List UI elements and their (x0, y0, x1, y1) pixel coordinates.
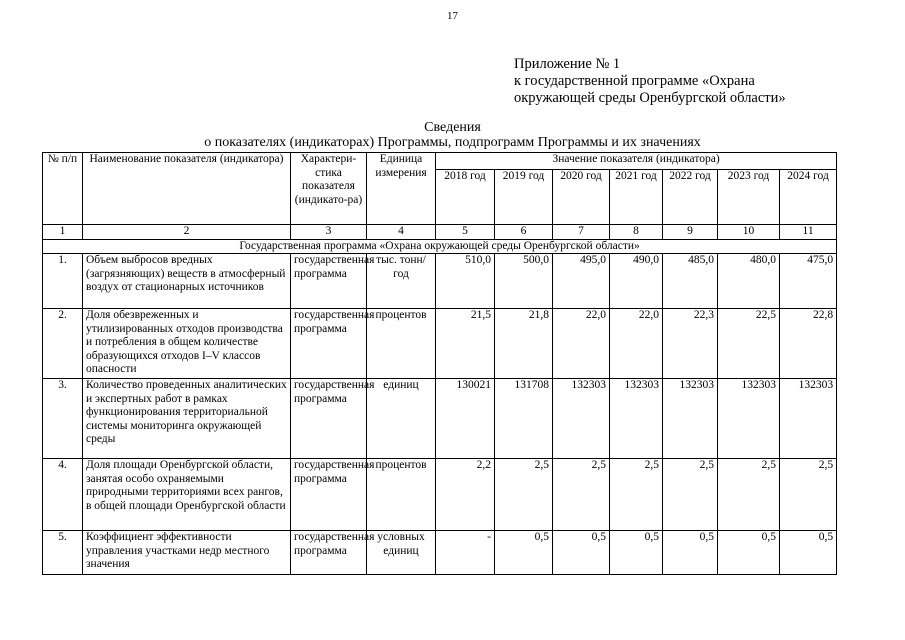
header-year: 2018 год (436, 170, 495, 225)
value-cell: 490,0 (610, 254, 663, 309)
value-cell: 500,0 (495, 254, 553, 309)
table-row (43, 531, 837, 575)
indicator-name: Коэффициент эффективности управления участками недр местного значения (83, 531, 291, 575)
title-line-1: Сведения (424, 120, 481, 135)
row-number: 2. (43, 309, 83, 379)
header-year: 2021 год (610, 170, 663, 225)
table-row (43, 379, 837, 459)
value-cell: 132303 (718, 379, 780, 459)
value-cell: 475,0 (780, 254, 837, 309)
row-number: 3. (43, 379, 83, 459)
column-number: 8 (610, 225, 663, 240)
appendix-line-1: Приложение № 1 (514, 56, 621, 72)
appendix-note (514, 56, 786, 107)
indicator-unit: единиц (367, 379, 436, 459)
column-number: 10 (718, 225, 780, 240)
value-cell: 495,0 (553, 254, 610, 309)
indicator-name: Доля обезвреженных и утилизированных отходов производства и потребления в общем количестве образующихся отходов I–V классов опасности (83, 309, 291, 379)
indicator-unit: процентов (367, 309, 436, 379)
column-number: 2 (83, 225, 291, 240)
header-characteristic: Характери-стика показателя (индикато-ра) (291, 153, 367, 225)
header-name: Наименование показателя (индикатора) (83, 153, 291, 225)
value-cell: 0,5 (553, 531, 610, 575)
appendix-line-3: окружающей среды Оренбургской области» (514, 90, 786, 106)
value-cell: 480,0 (718, 254, 780, 309)
indicator-unit: тыс. тонн/год (367, 254, 436, 309)
value-cell: 22,0 (553, 309, 610, 379)
value-cell: 132303 (553, 379, 610, 459)
row-number: 1. (43, 254, 83, 309)
column-number: 7 (553, 225, 610, 240)
value-cell: 132303 (663, 379, 718, 459)
indicator-characteristic: государственная программа (291, 531, 367, 575)
value-cell: 2,5 (495, 459, 553, 531)
value-cell: 0,5 (780, 531, 837, 575)
indicator-name: Доля площади Оренбургской области, занятая особо охраняемыми природными территориями всех рангов, в общей площади Оренбургской области (83, 459, 291, 531)
column-number: 5 (436, 225, 495, 240)
table-row (43, 254, 837, 309)
value-cell: 0,5 (495, 531, 553, 575)
header-num: № п/п (43, 153, 83, 225)
value-cell: 2,5 (610, 459, 663, 531)
value-cell: 485,0 (663, 254, 718, 309)
value-cell: 132303 (780, 379, 837, 459)
value-cell: 2,2 (436, 459, 495, 531)
header-value-group: Значение показателя (индикатора) (436, 153, 837, 170)
indicator-characteristic: государственная программа (291, 379, 367, 459)
section-title: Государственная программа «Охрана окружающей среды Оренбургской области» (43, 239, 837, 254)
indicator-name: Количество проведенных аналитических и экспертных работ в рамках функционирования территориальной системы мониторинга окружающей среды (83, 379, 291, 459)
page-number: 17 (447, 10, 458, 22)
value-cell: 132303 (610, 379, 663, 459)
table-row (43, 459, 837, 531)
document-title (0, 120, 905, 150)
value-cell: 22,3 (663, 309, 718, 379)
value-cell: 21,8 (495, 309, 553, 379)
indicator-characteristic: государственная программа (291, 459, 367, 531)
value-cell: - (436, 531, 495, 575)
header-year: 2020 год (553, 170, 610, 225)
value-cell: 0,5 (610, 531, 663, 575)
header-year: 2022 год (663, 170, 718, 225)
value-cell: 0,5 (663, 531, 718, 575)
section-row (43, 239, 837, 254)
indicator-characteristic: государственная программа (291, 254, 367, 309)
column-number-row (43, 225, 837, 240)
indicator-unit: процентов (367, 459, 436, 531)
column-number: 6 (495, 225, 553, 240)
indicator-name: Объем выбросов вредных (загрязняющих) веществ в атмосферный воздух от стационарных источников (83, 254, 291, 309)
column-number: 4 (367, 225, 436, 240)
value-cell: 131708 (495, 379, 553, 459)
table-row (43, 309, 837, 379)
indicators-table (42, 152, 837, 575)
row-number: 5. (43, 531, 83, 575)
value-cell: 2,5 (663, 459, 718, 531)
value-cell: 2,5 (780, 459, 837, 531)
row-number: 4. (43, 459, 83, 531)
header-year: 2023 год (718, 170, 780, 225)
value-cell: 2,5 (553, 459, 610, 531)
title-line-2: о показателях (индикаторах) Программы, подпрограмм Программы и их значениях (204, 135, 701, 150)
column-number: 3 (291, 225, 367, 240)
value-cell: 22,5 (718, 309, 780, 379)
value-cell: 22,0 (610, 309, 663, 379)
header-unit: Единица измерения (367, 153, 436, 225)
indicator-characteristic: государственная программа (291, 309, 367, 379)
indicator-unit: условных единиц (367, 531, 436, 575)
value-cell: 0,5 (718, 531, 780, 575)
value-cell: 21,5 (436, 309, 495, 379)
column-number: 9 (663, 225, 718, 240)
column-number: 1 (43, 225, 83, 240)
value-cell: 130021 (436, 379, 495, 459)
column-number: 11 (780, 225, 837, 240)
header-year: 2019 год (495, 170, 553, 225)
value-cell: 2,5 (718, 459, 780, 531)
appendix-line-2: к государственной программе «Охрана (514, 73, 755, 89)
value-cell: 510,0 (436, 254, 495, 309)
header-year: 2024 год (780, 170, 837, 225)
value-cell: 22,8 (780, 309, 837, 379)
